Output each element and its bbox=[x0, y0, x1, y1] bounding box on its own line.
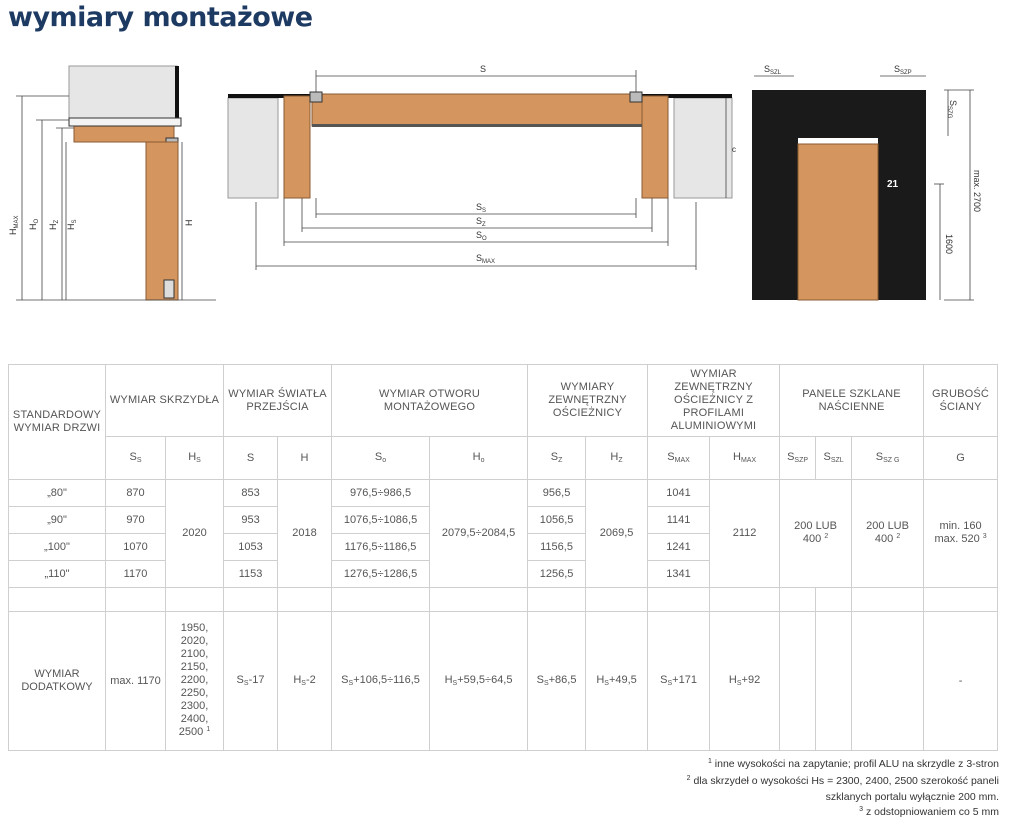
door-front bbox=[798, 144, 878, 300]
cell-extra-ss: max. 1170 bbox=[106, 612, 166, 751]
cell-s: 853 bbox=[224, 480, 278, 507]
label-ss: $S_S$ bbox=[476, 202, 486, 214]
label-1600: 1600 bbox=[944, 234, 954, 254]
page-title: wymiary montażowe bbox=[8, 2, 313, 33]
door-leaf bbox=[146, 142, 178, 300]
header-panels: PANELE SZKLANE NAŚCIENNE bbox=[780, 365, 924, 437]
frame-right bbox=[878, 138, 884, 300]
header-wall: GRUBOŚĆ ŚCIANY bbox=[924, 365, 998, 437]
cell-extra-g: - bbox=[924, 612, 998, 751]
cell-sz: 1256,5 bbox=[528, 561, 586, 588]
cell-extra-hz: HS+49,5 bbox=[586, 612, 648, 751]
label-hs: $H_S$ bbox=[66, 219, 78, 230]
cell-ss: 1070 bbox=[106, 534, 166, 561]
hinge-right bbox=[630, 92, 642, 102]
sub-ho: Ho bbox=[430, 437, 528, 480]
cell-panel-szp: 200 LUB 400 $^2$ bbox=[780, 480, 852, 588]
cell-ss: 1170 bbox=[106, 561, 166, 588]
front-view-diagram bbox=[748, 60, 1000, 305]
cell-wall-g: min. 160 max. 520 $^3$ bbox=[924, 480, 998, 588]
label-sszl: $S_{SZL}$ bbox=[764, 64, 782, 76]
sub-sszl: SSZL bbox=[816, 437, 852, 480]
cell-sz: 1156,5 bbox=[528, 534, 586, 561]
cell-extra-s: SS-17 bbox=[224, 612, 278, 751]
cell-extra-label: WYMIAR DODATKOWY bbox=[9, 612, 106, 751]
label-sz: $S_Z$ bbox=[476, 216, 486, 228]
sub-sz: SZ bbox=[528, 437, 586, 480]
cell-smax: 1141 bbox=[648, 507, 710, 534]
cell-std: „90" bbox=[9, 507, 106, 534]
cell-so: 976,5÷986,5 bbox=[332, 480, 430, 507]
label-sszp: $S_{SZP}$ bbox=[894, 64, 912, 76]
cell-extra-sszl bbox=[816, 612, 852, 751]
sub-g: G bbox=[924, 437, 998, 480]
cell-smax: 1041 bbox=[648, 480, 710, 507]
cell-extra-ho: HS+59,5÷64,5 bbox=[430, 612, 528, 751]
frame-post-right bbox=[642, 96, 668, 198]
sub-hs: HS bbox=[166, 437, 224, 480]
cell-extra-hs: 1950, 2020, 2100, 2150, 2200, 2250, 2300, 2400, 2500 $^1$ bbox=[166, 612, 224, 751]
header-wood bbox=[74, 126, 174, 142]
cell-smax: 1241 bbox=[648, 534, 710, 561]
cell-so: 1276,5÷1286,5 bbox=[332, 561, 430, 588]
frame-left bbox=[792, 138, 798, 300]
sub-h: H bbox=[278, 437, 332, 480]
glass-line bbox=[312, 124, 642, 127]
label-smax: $S_{MAX}$ bbox=[476, 253, 495, 265]
cell-extra-smax: SS+171 bbox=[648, 612, 710, 751]
wall-right bbox=[674, 98, 732, 198]
cell-std: „100" bbox=[9, 534, 106, 561]
label-hz: $H_Z$ bbox=[48, 220, 60, 231]
header-frame: WYMIARY ZEWNĘTRZNY OŚCIEŻNICY bbox=[528, 365, 648, 437]
panel-right bbox=[880, 90, 926, 300]
label-h: H bbox=[184, 220, 194, 227]
cell-hmax-merged: 2112 bbox=[710, 480, 780, 588]
sub-smax: SMAX bbox=[648, 437, 710, 480]
label-sszg: $S_{SZG}$ bbox=[946, 100, 958, 119]
wall-section bbox=[69, 66, 177, 118]
cell-smax: 1341 bbox=[648, 561, 710, 588]
cell-hs-merged: 2020 bbox=[166, 480, 224, 588]
cell-hz-merged: 2069,5 bbox=[586, 480, 648, 588]
header-alu: WYMIAR ZEWNĘTRZNY OŚCIEŻNICY Z PROFILAMI ALUMINIOWYMI bbox=[648, 365, 780, 437]
cell-h-merged: 2018 bbox=[278, 480, 332, 588]
footnote-3: $^3$ z odstopniowaniem co 5 mm bbox=[687, 805, 999, 821]
cell-extra-hmax: HS+92 bbox=[710, 612, 780, 751]
label-c: c bbox=[732, 145, 736, 154]
cell-s: 953 bbox=[224, 507, 278, 534]
cell-s: 1053 bbox=[224, 534, 278, 561]
side-section-diagram bbox=[6, 60, 216, 310]
cell-extra-sszp bbox=[780, 612, 816, 751]
sub-hmax: HMAX bbox=[710, 437, 780, 480]
sub-ss: SS bbox=[106, 437, 166, 480]
label-max-2700: max. 2700 bbox=[972, 170, 982, 212]
label-hmax: $H_{MAX}$ bbox=[8, 215, 20, 235]
sub-so: So bbox=[332, 437, 430, 480]
label-s-top: S bbox=[480, 64, 486, 74]
cell-std: „110" bbox=[9, 561, 106, 588]
cell-ss: 870 bbox=[106, 480, 166, 507]
header-opening: WYMIAR OTWORU MONTAŻOWEGO bbox=[332, 365, 528, 437]
table-row-extra bbox=[9, 612, 998, 751]
sub-hz: HZ bbox=[586, 437, 648, 480]
panel-top bbox=[796, 90, 880, 138]
footnote-2: $^2$ dla skrzydeł o wysokości Hs = 2300, 2400, 2500 szerokość paneli bbox=[687, 774, 999, 791]
sub-s: S bbox=[224, 437, 278, 480]
header-light: WYMIAR ŚWIATŁA PRZEJŚCIA bbox=[224, 365, 332, 437]
cell-std: „80" bbox=[9, 480, 106, 507]
cell-extra-sz: SS+86,5 bbox=[528, 612, 586, 751]
cell-sz: 1056,5 bbox=[528, 507, 586, 534]
label-21: 21 bbox=[887, 179, 899, 190]
door-bottom-seal bbox=[164, 280, 174, 298]
sub-sszg: SSZ G bbox=[852, 437, 924, 480]
sub-sszp: SSZP bbox=[780, 437, 816, 480]
dimensions-table bbox=[8, 364, 998, 751]
wall-left bbox=[228, 98, 278, 198]
cell-ss: 970 bbox=[106, 507, 166, 534]
cell-s: 1153 bbox=[224, 561, 278, 588]
cell-ho-merged: 2079,5÷2084,5 bbox=[430, 480, 528, 588]
label-so: $S_O$ bbox=[476, 230, 487, 242]
hinge-left bbox=[310, 92, 322, 102]
door-leaf-plan bbox=[312, 94, 642, 126]
cell-so: 1176,5÷1186,5 bbox=[332, 534, 430, 561]
table-row bbox=[9, 480, 998, 507]
header-leaf: WYMIAR SKRZYDŁA bbox=[106, 365, 224, 437]
cell-panel-szg: 200 LUB 400 $^2$ bbox=[852, 480, 924, 588]
wall-edge bbox=[175, 66, 179, 118]
frame-top bbox=[69, 118, 181, 126]
frame-post-left bbox=[284, 96, 310, 198]
footnote-2-cont: szklanych portalu wyłącznie 200 mm. bbox=[687, 790, 999, 805]
cell-extra-so: SS+106,5÷116,5 bbox=[332, 612, 430, 751]
header-standard: STANDARDOWY WYMIAR DRZWI bbox=[9, 365, 106, 480]
cell-so: 1076,5÷1086,5 bbox=[332, 507, 430, 534]
panel-left bbox=[752, 90, 796, 300]
label-ho: $H_O$ bbox=[28, 219, 40, 231]
footnotes bbox=[687, 757, 999, 821]
cell-extra-sszg bbox=[852, 612, 924, 751]
cell-extra-h: HS-2 bbox=[278, 612, 332, 751]
table-row-spacer bbox=[9, 588, 998, 612]
cell-sz: 956,5 bbox=[528, 480, 586, 507]
footnote-1: $^1$ inne wysokości na zapytanie; profil ALU na skrzydle z 3-stron bbox=[687, 757, 999, 774]
plan-view-diagram bbox=[226, 62, 746, 272]
